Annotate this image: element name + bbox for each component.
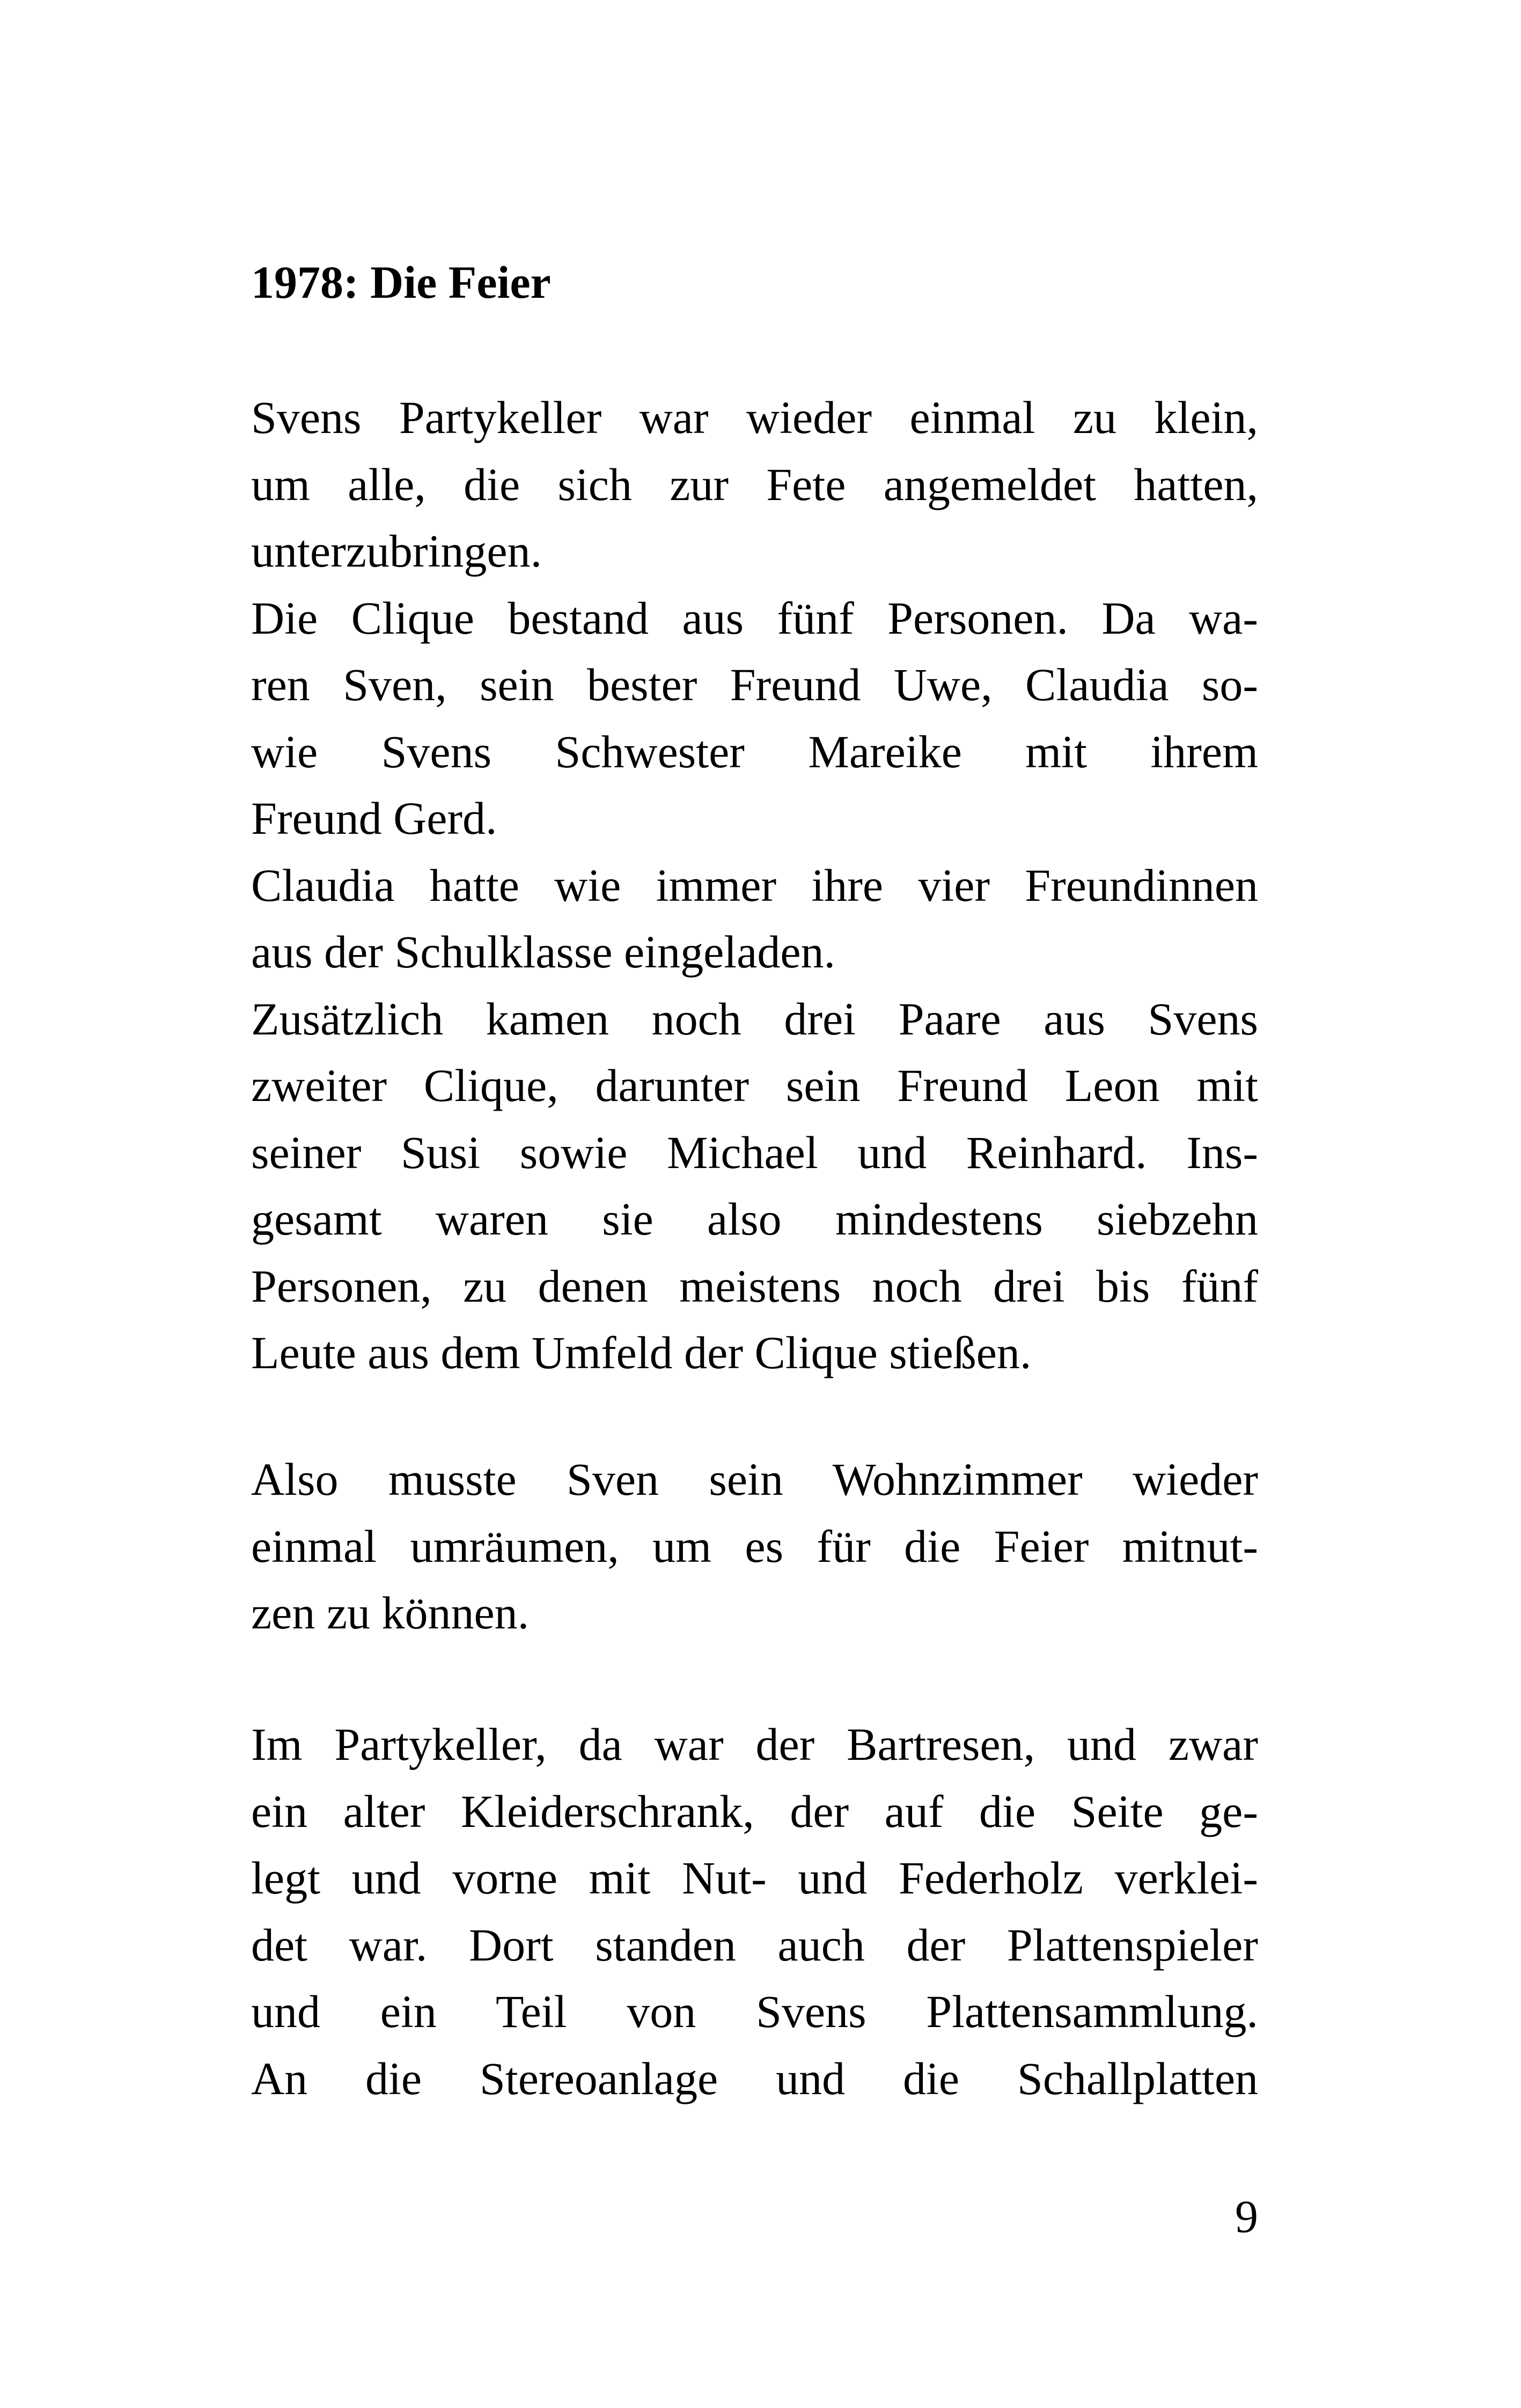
text-line: det war. Dort standen auch der Plattenspieler: [251, 1919, 1258, 1971]
text-line: Zusätzlich kamen noch drei Paare aus Svens: [251, 993, 1258, 1045]
text-line: Svens Partykeller war wieder einmal zu klein,: [251, 392, 1258, 443]
text-line: Die Clique bestand aus fünf Personen. Da wa-: [251, 592, 1258, 644]
text-line: und ein Teil von Svens Plattensammlung.: [251, 1986, 1258, 2037]
text-line: aus der Schulklasse eingeladen.: [251, 926, 835, 978]
text-line: legt und vorne mit Nut- und Federholz verklei-: [251, 1852, 1258, 1904]
text-line: Freund Gerd.: [251, 792, 497, 844]
text-line: ein alter Kleiderschrank, der auf die Seite ge-: [251, 1785, 1258, 1837]
text-line: Im Partykeller, da war der Bartresen, und zwar: [251, 1719, 1258, 1770]
text-line: seiner Susi sowie Michael und Reinhard. Ins-: [251, 1126, 1258, 1178]
text-line: zweiter Clique, darunter sein Freund Leon mit: [251, 1060, 1258, 1111]
text-line: unterzubringen.: [251, 525, 542, 577]
chapter-title: 1978: Die Feier: [251, 256, 551, 308]
text-line: An die Stereoanlage und die Schallplatten: [251, 2052, 1258, 2104]
text-line: einmal umräumen, um es für die Feier mitnut-: [251, 1520, 1258, 1572]
paragraph-group-3: [251, 1711, 1258, 2112]
paragraph-group-2: [251, 1446, 1258, 1647]
text-line: Also musste Sven sein Wohnzimmer wieder: [251, 1453, 1258, 1505]
text-line: gesamt waren sie also mindestens siebzehn: [251, 1193, 1258, 1245]
text-line: um alle, die sich zur Fete angemeldet hatten,: [251, 458, 1258, 510]
text-line: Leute aus dem Umfeld der Clique stießen.: [251, 1327, 1032, 1378]
text-line: ren Sven, sein bester Freund Uwe, Claudia so-: [251, 659, 1258, 710]
page-number: 9: [1235, 2191, 1258, 2242]
text-line: Claudia hatte wie immer ihre vier Freundinnen: [251, 859, 1258, 911]
text-line: wie Svens Schwester Mareike mit ihrem: [251, 725, 1258, 777]
paragraph-group-1: [251, 384, 1258, 1386]
text-line: zen zu können.: [251, 1587, 530, 1639]
text-line: Personen, zu denen meistens noch drei bis fünf: [251, 1260, 1258, 1312]
